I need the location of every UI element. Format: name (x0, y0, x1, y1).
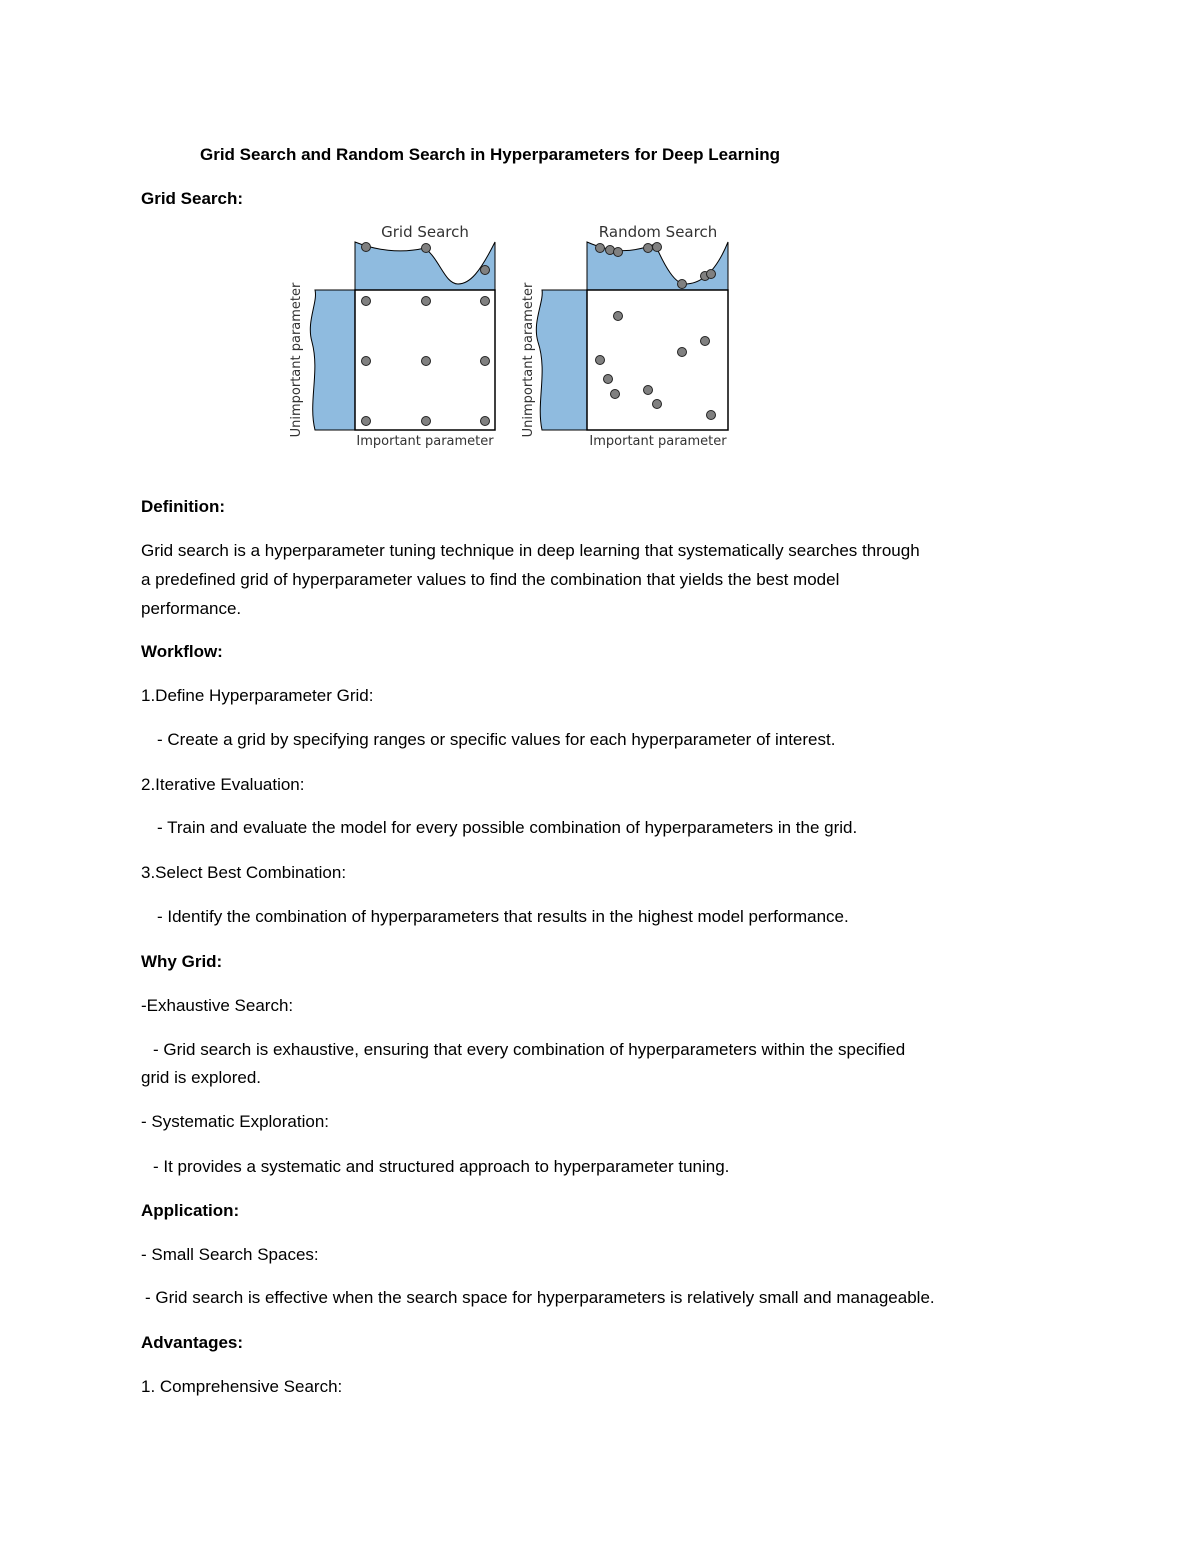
grid-point (362, 297, 371, 306)
random-top-point (596, 244, 605, 253)
definition-heading: Definition: (141, 497, 226, 516)
workflow-step-2: 2.Iterative Evaluation: (141, 775, 305, 794)
random-point (604, 375, 613, 384)
grid-vs-random-figure (280, 212, 740, 457)
random-ylabel: Unimportant parameter (521, 282, 536, 438)
random-point (701, 337, 710, 346)
random-top-point (644, 244, 653, 253)
grid-left-marginal (310, 290, 355, 430)
random-point (653, 400, 662, 409)
grid-top-point (362, 243, 371, 252)
random-point (644, 386, 653, 395)
random-point (678, 348, 687, 357)
application-heading: Application: (141, 1201, 240, 1220)
definition-line-2: a predefined grid of hyperparameter values to find the combination that yields the best model (141, 570, 840, 589)
grid-search-heading: Grid Search: (141, 189, 244, 208)
workflow-step-1-detail: - Create a grid by specifying ranges or specific values for each hyperparameter of interest. (157, 730, 836, 749)
workflow-step-3: 3.Select Best Combination: (141, 863, 347, 882)
grid-point (481, 357, 490, 366)
why-point-1-detail-1: - Grid search is exhaustive, ensuring that every combination of hyperparameters within the specified (153, 1040, 906, 1059)
why-point-1-detail-2: grid is explored. (141, 1068, 262, 1087)
definition-line-3: performance. (141, 599, 242, 618)
grid-panel-title: Grid Search (381, 223, 469, 241)
why-grid-heading: Why Grid: (141, 952, 223, 971)
why-point-2-detail: - It provides a systematic and structured approach to hyperparameter tuning. (153, 1157, 730, 1176)
grid-point (481, 297, 490, 306)
grid-top-point (422, 244, 431, 253)
advantages-heading: Advantages: (141, 1333, 244, 1352)
random-top-point (707, 270, 716, 279)
workflow-step-1: 1.Define Hyperparameter Grid: (141, 686, 374, 705)
definition-line-1: Grid search is a hyperparameter tuning technique in deep learning that systematically searches through (141, 541, 920, 560)
grid-point (362, 417, 371, 426)
workflow-heading: Workflow: (141, 642, 223, 661)
grid-search-panel (289, 223, 495, 449)
grid-point (422, 417, 431, 426)
workflow-step-3-detail: - Identify the combination of hyperparameters that results in the highest model performance. (157, 907, 849, 926)
grid-ylabel: Unimportant parameter (289, 282, 304, 438)
document-title: Grid Search and Random Search in Hyperparameters for Deep Learning (200, 145, 781, 164)
random-point (614, 312, 623, 321)
application-point-1-detail: - Grid search is effective when the search space for hyperparameters is relatively small and manageable. (145, 1288, 935, 1307)
random-top-point (614, 248, 623, 257)
grid-xlabel: Important parameter (356, 434, 494, 449)
grid-point (481, 417, 490, 426)
random-panel-title: Random Search (598, 223, 718, 241)
random-search-panel (521, 223, 728, 449)
why-point-2: - Systematic Exploration: (141, 1112, 330, 1131)
advantage-1: 1. Comprehensive Search: (141, 1377, 343, 1396)
application-point-1: - Small Search Spaces: (141, 1245, 319, 1264)
random-top-point (653, 243, 662, 252)
why-point-1: -Exhaustive Search: (141, 996, 294, 1015)
grid-point (422, 297, 431, 306)
random-point (707, 411, 716, 420)
workflow-step-2-detail: - Train and evaluate the model for every possible combination of hyperparameters in the grid. (157, 818, 858, 837)
grid-top-point (481, 266, 490, 275)
random-top-point (678, 280, 687, 289)
grid-point (362, 357, 371, 366)
random-xlabel: Important parameter (589, 434, 727, 449)
random-plot-area (587, 290, 728, 430)
random-point (596, 356, 605, 365)
random-point (611, 390, 620, 399)
random-left-marginal (536, 290, 587, 430)
grid-point (422, 357, 431, 366)
